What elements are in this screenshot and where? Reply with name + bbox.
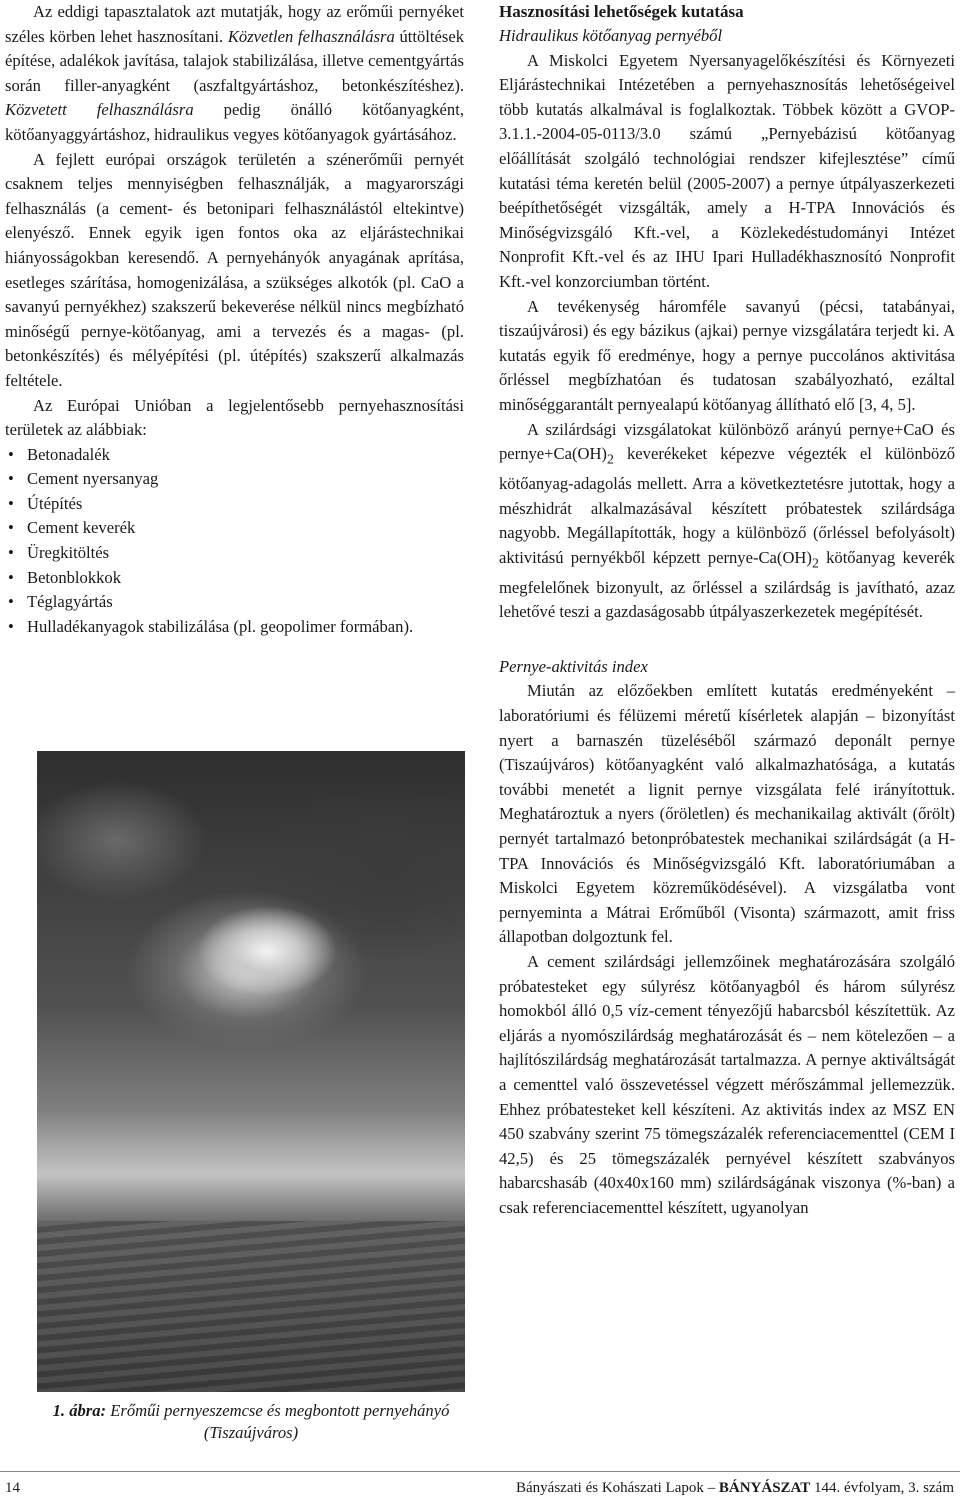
emphasis: Közvetlen felhasználásra (227, 26, 395, 46)
footer-rule (0, 1471, 960, 1472)
page-number: 14 (5, 1480, 20, 1496)
section-title: Hasznosítási lehetőségek kutatása (499, 2, 744, 21)
subsection-title: Hidraulikus kötőanyag pernyéből (499, 26, 723, 45)
subsection-title: Pernye-aktivitás index (499, 656, 648, 676)
paragraph: Az Európai Unióban a legjelentősebb pernyehasznosítási területek az alábbiak: (5, 395, 464, 440)
list-item: • Betonadalék (5, 443, 464, 468)
figure-ground (37, 1221, 465, 1392)
list-item: • Téglagyártás (5, 590, 464, 615)
figure-label: 1. ábra: (52, 1401, 107, 1420)
list-item: • Hulladékanyagok stabilizálása (pl. geopolimer formában). (5, 615, 464, 640)
emphasis: Közvetett felhasználásra (5, 100, 194, 120)
list-item: • Útépítés (5, 492, 464, 517)
paragraph: Miután az előzőekben említett kutatás eredményeként – laboratóriumi és félüzemi méretű kísérletek alapján – bizonyítást nyert a barnaszén tüzeléséből származó deponált pernye (Tiszaújváros) kötőanyagként való alkalmazhatósága, a kutatás további menetét a lignit pernye vizsgálata felé irányítottuk. Meghatároztuk a nyers (őröletlen) és mechanikailag aktivált (őrölt) pernyét tartalmazó betonpróbatestek mechanikai szilárdságát (a H-TPA Innovációs és Minőségvizsgáló Kft. laboratóriumában a Miskolci Egyetem közreműködésével). A vizsgálatba vont pernyeminta a Mátrai Erőműből (Visonta) származott, amit friss állapotban dolgoztunk fel. (499, 681, 955, 947)
paragraph: A tevékenység háromféle savanyú (pécsi, tatabányai, tiszaújvárosi) és egy bázikus (ajkai) pernye vizsgálatára terjedt ki. A kutatás egyik fő eredménye, hogy a pernye puccolános aktivitása őrléssel megbízhatóan és tudatosan szabályozható, ezáltal minőséggarantált pernyealapú kötőanyag állítható elő [3, 4, 5]. (499, 296, 955, 414)
list-item: • Üregkitöltés (5, 541, 464, 566)
bullet-list (5, 443, 464, 640)
paragraph: A fejlett európai országok területén a szénerőműi pernyét csaknem teljes mennyiségben felhasználják, a magyarországi felhasználás (a cement- és betonipari felhasználástól eltekintve) elenyésző. Ennek egyik igen fontos oka az eljárástechnikai hiányosságokban keresendő. A pernyehányók anyagának aprítása, esetleges szárítása, homogenizálása, a szükséges alkotók (pl. CaO a savanyú pernyékhez) szakszerű bekeverése nélkül nincs megbízható minőségű pernye-kötőanyag, ami a tervezés és a magas- (pl. betonkészítés) és mélyépítési (pl. útépítés) szakszerű alkalmazás feltétele. (5, 149, 464, 390)
list-item: • Cement nyersanyag (5, 467, 464, 492)
paragraph: A szilárdsági vizsgálatokat különböző arányú pernye+CaO és $pernye+Ca(OH)_2$ keverékeket képezve végezték el különböző kötőanyag-adagolás mellett. Arra a következtetésre jutottak, hogy a mészhidrát alkalmazásával készített próbatestek szilárdsága nagyobb. Megállapították, hogy a különböző (őrléssel befolyásolt) aktivitású pernyékből képzett pernye-$Ca(OH)_2$ kötőanyag keverék megfelelőnek bizonyult, az őrléssel a szilárdság is javítható, azaz lehetővé teszi a gazdaságosabb útpályaszerkezetek megépítését. (499, 419, 955, 622)
paragraph: A cement szilárdsági jellemzőinek meghatározására szolgáló próbatesteket egy súlyrész kötőanyagból és három súlyrész homokból álló 0,5 víz-cement tényezőjű habarcsból készítettük. Az eljárás a nyomószilárdság meghatározását és – nem kötelezően – a hajlítószilárdság meghatározását tartalmazza. A pernye aktiváltságát a cementtel való összevetéssel végzett mérőszámmal jellemezzük. Ehhez próbatesteket kell készíteni. Az aktivitás index az MSZ EN 450 szabvány szerint 75 tömegszázalék referenciacementtel (CEM I 42,5) és 25 tömegszázalék pernyével készített szabványos habarcshasáb (40x40x160 mm) szilárdságának viszonya (%-ban) a csak referenciacementtel készített, ugyanolyan (499, 952, 955, 1217)
left-column (5, 0, 464, 639)
journal-name: Bányászati és Kohászati Lapok – BÁNYÁSZAT 144. évfolyam, 3. szám (516, 1480, 954, 1496)
list-item: • Cement keverék (5, 516, 464, 541)
list-item: • Betonblokkok (5, 566, 464, 591)
right-column (499, 0, 955, 1221)
figure-caption: 1. ábra: Erőműi pernyeszemcse és megbontott pernyehányó (Tiszaújváros) (52, 1401, 450, 1442)
figure-photo (37, 751, 465, 1392)
paragraph: A Miskolci Egyetem Nyersanyagelőkészítési és Környezeti Eljárástechnikai Intézetében a pernyehasznosítás lehetőségeivel több kutatás alkalmával is foglalkoztak. Többek között a GVOP-3.1.1.-2004-05-0113/3.0 számú „Pernyebázisú kötőanyag előállítását szolgáló technológiai rendszer kifejlesztése” című kutatási téma keretén belül (2005-2007) a pernye útpályaszerkezeti beépíthetőségét vizsgálták, amely a H-TPA Innovációs és Minőségvizsgáló Kft.-vel, a Közlekedéstudományi Intézet Nonprofit Kft.-vel és az IHU Ipari Hulladékhasznosító Nonprofit Kft.-vel konzorciumban történt. (499, 50, 955, 291)
paragraph: Az eddigi tapasztalatok azt mutatják, hogy az erőműi pernyéket széles körben lehet hasznosítani. Közvetlen felhasználásra úttöltések építése, adalékok javítása, talajok stabilizálása, illetve cementgyártás során filler-anyagként (aszfaltgyártáshoz, betonkészítéshez). Közvetett felhasználásra pedig önálló kötőanyagként, kötőanyaggyártáshoz, hidraulikus vegyes kötőanyagok gyártásához. (5, 2, 464, 144)
